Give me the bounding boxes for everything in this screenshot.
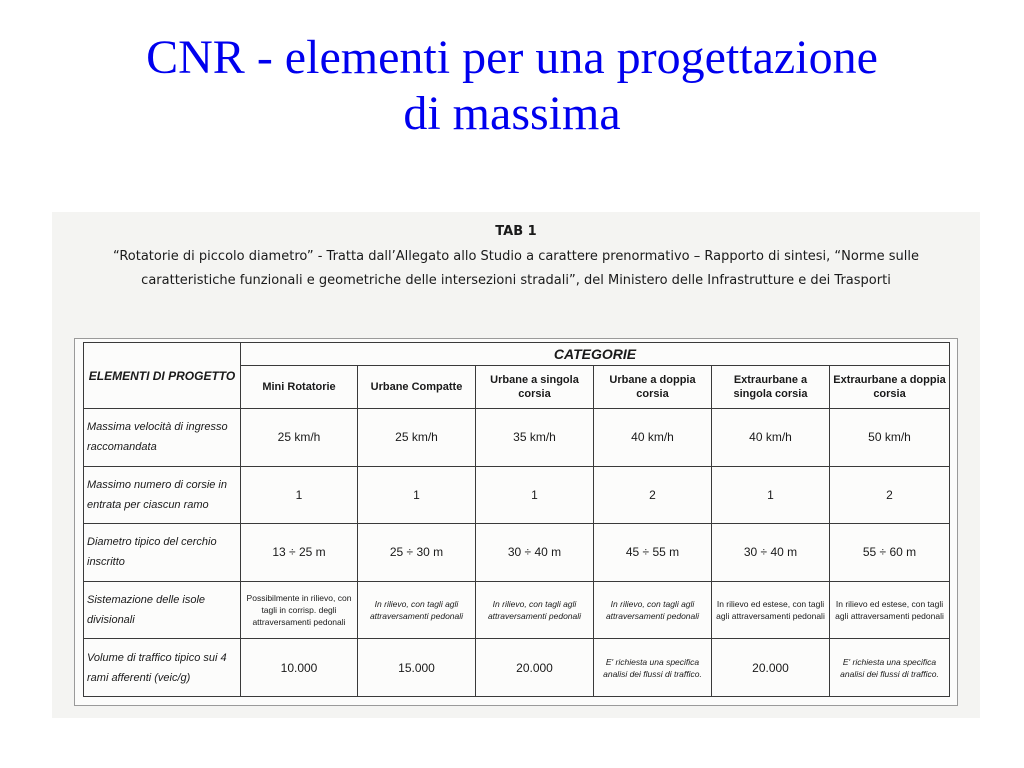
table-row-volume	[84, 639, 950, 697]
table-cell: 20.000	[476, 639, 594, 697]
scanned-table-image	[52, 212, 980, 718]
table-cell: 20.000	[712, 639, 830, 697]
categories-table	[83, 342, 950, 697]
table-cell: In rilievo, con tagli agli attraversamenti pedonali	[594, 581, 712, 639]
table-cell: 10.000	[241, 639, 358, 697]
table-cell: Possibilmente in rilievo, con tagli in corrisp. degli attraversamenti pedonali	[241, 581, 358, 639]
row-label-isole: Sistemazione delle isole divisionali	[84, 581, 241, 639]
table-cell: 30 ÷ 40 m	[476, 524, 594, 582]
category-header-mini-rotatorie: Mini Rotatorie	[241, 366, 358, 409]
slide-title-line-2: di massima	[403, 87, 621, 140]
table-cell: 35 km/h	[476, 409, 594, 467]
row-label-diametro: Diametro tipico del cerchio inscritto	[84, 524, 241, 582]
table-cell: E' richiesta una specifica analisi dei flussi di traffico.	[830, 639, 950, 697]
table-cell: 15.000	[358, 639, 476, 697]
table-cell: 40 km/h	[712, 409, 830, 467]
table-cell: 25 km/h	[358, 409, 476, 467]
table-frame	[74, 338, 958, 706]
table-cell: 1	[358, 466, 476, 524]
table-cell: E' richiesta una specifica analisi dei flussi di traffico.	[594, 639, 712, 697]
row-label-corsie: Massimo numero di corsie in entrata per ciascun ramo	[84, 466, 241, 524]
category-header-urbane-compatte: Urbane Compatte	[358, 366, 476, 409]
category-header-urbane-singola: Urbane a singola corsia	[476, 366, 594, 409]
category-header-urbane-doppia: Urbane a doppia corsia	[594, 366, 712, 409]
row-label-volume: Volume di traffico tipico sui 4 rami afferenti (veic/g)	[84, 639, 241, 697]
table-cell: 1	[712, 466, 830, 524]
table-row-corsie	[84, 466, 950, 524]
corner-header: ELEMENTI DI PROGETTO	[84, 343, 241, 409]
table-cell: 2	[594, 466, 712, 524]
table-cell: 45 ÷ 55 m	[594, 524, 712, 582]
table-cell: 50 km/h	[830, 409, 950, 467]
table-row-velocita	[84, 409, 950, 467]
table-cell: In rilievo, con tagli agli attraversamenti pedonali	[358, 581, 476, 639]
table-cell: In rilievo ed estese, con tagli agli attraversamenti pedonali	[830, 581, 950, 639]
table-heading	[52, 224, 980, 293]
table-cell: 1	[476, 466, 594, 524]
row-label-velocita: Massima velocità di ingresso raccomandata	[84, 409, 241, 467]
table-cell: 40 km/h	[594, 409, 712, 467]
table-cell: In rilievo ed estese, con tagli agli attraversamenti pedonali	[712, 581, 830, 639]
table-cell: 55 ÷ 60 m	[830, 524, 950, 582]
slide-title	[0, 30, 1024, 142]
category-header-extraurbane-doppia: Extraurbane a doppia corsia	[830, 366, 950, 409]
table-caption: “Rotatorie di piccolo diametro” - Tratta dall’Allegato allo Studio a carattere prenormativo – Rapporto di sintesi, “Norme sulle caratteristiche funzionali e geometriche delle intersezioni stradali”, del Ministero delle Infrastrutture e dei Trasporti	[112, 249, 919, 288]
categories-header: CATEGORIE	[241, 343, 950, 366]
table-cell: 25 km/h	[241, 409, 358, 467]
table-cell: In rilievo, con tagli agli attraversamenti pedonali	[476, 581, 594, 639]
slide-title-line-1: CNR - elementi per una progettazione	[146, 31, 878, 84]
table-cell: 25 ÷ 30 m	[358, 524, 476, 582]
table-cell: 13 ÷ 25 m	[241, 524, 358, 582]
table-row-isole	[84, 581, 950, 639]
table-number: TAB 1	[495, 224, 537, 239]
table-cell: 1	[241, 466, 358, 524]
category-header-extraurbane-singola: Extraurbane a singola corsia	[712, 366, 830, 409]
table-row-diametro	[84, 524, 950, 582]
table-cell: 2	[830, 466, 950, 524]
table-cell: 30 ÷ 40 m	[712, 524, 830, 582]
